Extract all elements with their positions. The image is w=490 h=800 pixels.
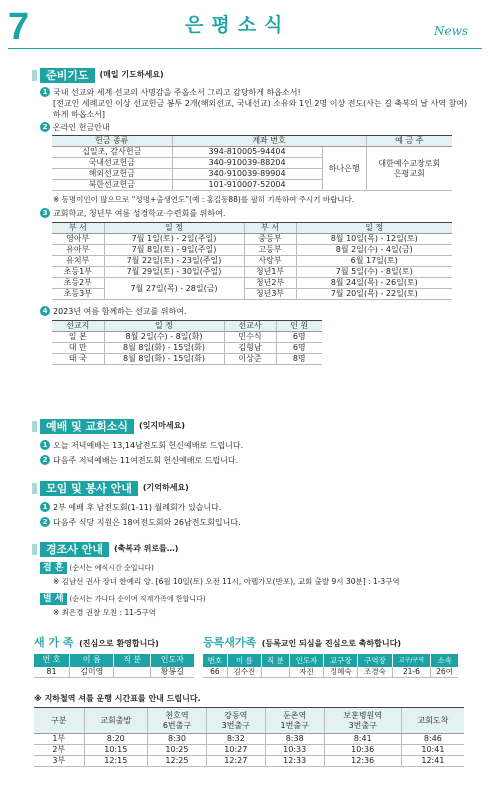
table-header: 부 서: [52, 223, 104, 234]
offering-type: 해외선교헌금: [52, 169, 172, 180]
shuttle-cell: 8:38: [265, 734, 324, 745]
dept-date: 8월 10일(목) - 12일(토): [296, 234, 452, 245]
family-guide: 황봉길: [150, 667, 194, 678]
prayer-section: [40, 68, 470, 365]
shuttle-cell: 10:36: [324, 745, 401, 756]
table-header: 구분: [34, 708, 84, 734]
table-row: [52, 354, 322, 365]
number-badge: 3: [40, 208, 50, 218]
table-header: 인도자: [150, 654, 194, 667]
dept-date: 7월 27일(목) - 28일(금): [104, 278, 244, 300]
number-badge: 2: [40, 455, 50, 465]
shuttle-cell: 10:25: [148, 745, 207, 756]
table-header: 일 정: [104, 321, 224, 332]
table-row: [52, 332, 322, 343]
table-row: [52, 278, 452, 289]
number-badge: 1: [40, 502, 50, 512]
shuttle-cell: 10:15: [84, 745, 148, 756]
mission-date: 8월 8일(화) - 15일(화): [104, 343, 224, 354]
missionary-name: 김형남: [224, 343, 276, 354]
table-row: [52, 256, 452, 267]
table-header: 헌금 종류: [52, 136, 172, 147]
funeral-tag: 별 세: [40, 593, 67, 605]
dept-name: 유치부: [52, 256, 104, 267]
table-header: 직 분: [262, 654, 290, 667]
funeral-note: (순서는 가나다 순이며 직계가족에 한합니다): [69, 594, 206, 603]
new-family-note: (진심으로 환영합니다): [79, 639, 159, 648]
page-header: [0, 0, 490, 50]
table-row: [52, 343, 322, 354]
table-header: 예 금 주: [366, 136, 452, 147]
dept-date: 8월 24일(목) - 26일(토): [296, 278, 452, 289]
registered-position: [262, 667, 290, 678]
table-header: 강동역 3번출구: [206, 708, 265, 734]
table-header: 번호: [203, 654, 227, 667]
table-header: 인 원: [276, 321, 322, 332]
table-header: 선교사: [224, 321, 276, 332]
registered-note: (등록교인 되심을 진심으로 축하합니다): [261, 639, 402, 648]
table-header: 선교지: [52, 321, 104, 332]
prayer-section-subtitle: (매일 기도하세요): [99, 70, 164, 79]
page-title: 은평소식: [185, 14, 291, 36]
table-row: [34, 734, 464, 745]
table-header: 교회출발: [84, 708, 148, 734]
shuttle-cell: 8:20: [84, 734, 148, 745]
dept-name: 초등2부: [52, 278, 104, 289]
table-header: 천호역 6번출구: [148, 708, 207, 734]
dept-name: 청년1부: [244, 267, 296, 278]
number-badge: 2: [40, 517, 50, 527]
gathering-section-subtitle: (기억하세요): [142, 483, 189, 492]
dept-name: 초등3부: [52, 289, 104, 300]
table-header: 부 서: [244, 223, 296, 234]
registered-guide: 자진: [289, 667, 323, 678]
table-header: 일 정: [296, 223, 452, 234]
dept-name: 유아부: [52, 245, 104, 256]
shuttle-cell: 10:27: [206, 745, 265, 756]
dept-name: 사랑부: [244, 256, 296, 267]
table-row: [34, 756, 464, 767]
member-count: 6명: [276, 332, 322, 343]
number-badge: 1: [40, 440, 50, 450]
offering-type: 십일조, 감사헌금: [52, 147, 172, 158]
account-holder: [366, 147, 452, 191]
dept-date: 7월 1일(토) - 2일(주일): [104, 234, 244, 245]
table-header: 인도자: [289, 654, 323, 667]
shuttle-cell: 3부: [34, 756, 84, 767]
wedding-text: ※ 김남선 권사 장녀 한예리 양. [6월 10일(토) 오전 11시, 아펠가모(반포), 교회 출발 9시 30분] : 1-3구역: [53, 577, 400, 586]
prayer-item-text: 교회학교, 청년부 여름 성경학교·수련회를 위하여.: [53, 209, 226, 218]
worship-item-2: [40, 455, 470, 466]
table-header: 교회도착: [401, 708, 464, 734]
table-row: [34, 667, 194, 678]
shuttle-cell: 8:46: [401, 734, 464, 745]
prayer-item-text: 국내 선교와 세계 선교의 사명감을 주옵소서 그리고 감당하게 하옵소서!: [53, 88, 301, 97]
dept-name: 고등부: [244, 245, 296, 256]
gathering-section-title: 모임 및 봉사 안내: [40, 481, 138, 496]
table-row: [203, 667, 458, 678]
account-number: 340-910039-88204: [172, 158, 322, 169]
table-header: 이 름: [227, 654, 261, 667]
prayer-item-2: [40, 122, 470, 133]
shuttle-cell: 8:30: [148, 734, 207, 745]
table-header: 소속: [431, 654, 458, 667]
dept-date: 7월 29일(토) - 30일(주일): [104, 267, 244, 278]
table-row: [52, 245, 452, 256]
new-family-block: [34, 636, 199, 678]
table-header: 직 분: [114, 654, 150, 667]
table-header: 일 정: [104, 223, 244, 234]
family-no: 81: [34, 667, 70, 678]
table-row: [52, 234, 452, 245]
worship-item-text: 다음주 저녁예배는 11여전도회 헌신예배로 드립니다.: [53, 456, 239, 465]
shuttle-cell: 12:41: [401, 756, 464, 767]
shuttle-cell: 10:41: [401, 745, 464, 756]
table-header: 교구장: [324, 654, 358, 667]
shuttle-block: [34, 694, 466, 767]
prayer-item-detail: [전교인 세례교인 이상 선교헌금 봉투 2개(해외선교, 국내선교) 소유와 1인 2명 이상 전도(사는 길 축복의 날 사역 참여)하게 하옵소서]: [53, 99, 468, 119]
mission-date: 8월 2일(수) - 8일(화): [104, 332, 224, 343]
registered-parish: 정혜숙: [324, 667, 358, 678]
news-label: News: [433, 24, 468, 38]
account-number: 340-910039-89904: [172, 169, 322, 180]
table-header: 교구/구역: [392, 654, 431, 667]
table-header: 이 름: [70, 654, 114, 667]
registered-block: [203, 636, 463, 678]
shuttle-cell: 2부: [34, 745, 84, 756]
gathering-item-2: [40, 517, 470, 528]
gathering-section: [40, 481, 470, 528]
dept-date: 7월 20일(목) - 22일(토): [296, 289, 452, 300]
family-name: 김미영: [70, 667, 114, 678]
shuttle-cell: 12:25: [148, 756, 207, 767]
dept-name: 영아부: [52, 234, 104, 245]
member-count: 6명: [276, 343, 322, 354]
mission-place: 태 국: [52, 354, 104, 365]
bank-name: 하나은행: [322, 147, 366, 191]
new-family-title: 새 가 족: [34, 636, 74, 649]
missionary-name: 이상준: [224, 354, 276, 365]
registered-group: 26여: [431, 667, 458, 678]
prayer-item-text: 2023년 여름 함께하는 선교를 위하여.: [53, 307, 187, 316]
family-section: [40, 542, 470, 618]
missionary-name: 민수식: [224, 332, 276, 343]
registered-district: 21-6: [392, 667, 431, 678]
prayer-item-1: [40, 87, 470, 98]
registered-no: 66: [203, 667, 227, 678]
dept-date: 7월 22일(토) - 23일(주일): [104, 256, 244, 267]
funeral-row: [40, 593, 470, 605]
gathering-item-text: 2부 예배 후 남전도회(1-11) 월례회가 있습니다.: [53, 503, 222, 512]
wedding-note: (순서는 예식시간 순입니다): [69, 563, 154, 572]
holder-line: 대한예수교장로회: [378, 158, 441, 168]
new-family-table: [34, 654, 194, 679]
family-position: [114, 667, 150, 678]
dept-date: 7월 5일(수) - 8일(토): [296, 267, 452, 278]
prayer-section-title: 준비기도: [40, 68, 95, 83]
dept-name: 중등부: [244, 234, 296, 245]
worship-item-1: [40, 440, 470, 451]
registered-name: 김수진: [227, 667, 261, 678]
wedding-row: [40, 562, 470, 574]
worship-section-title: 예배 및 교회소식: [40, 419, 134, 434]
prayer-item-3: [40, 208, 470, 219]
account-number: 394-810005-94404: [172, 147, 322, 158]
number-badge: 1: [40, 87, 50, 97]
shuttle-cell: 12:15: [84, 756, 148, 767]
registered-title: 등록새가족: [203, 636, 257, 649]
shuttle-cell: 12:27: [206, 756, 265, 767]
registered-leader: 조경숙: [358, 667, 392, 678]
table-header: 번 호: [34, 654, 70, 667]
prayer-item-4: [40, 306, 470, 317]
offering-note: ※ 동명이인이 많으므로 “성명+출생연도”(예 : 홍길동88)를 필히 기록하여 주시기 바랍니다.: [53, 195, 355, 204]
table-row: [52, 147, 452, 158]
holder-line: 은평교회: [393, 168, 425, 178]
shuttle-cell: 8:41: [324, 734, 401, 745]
wedding-tag: 결 혼: [40, 562, 67, 574]
shuttle-title: ※ 지하철역 셔틀 운행 시간표를 안내 드립니다.: [34, 694, 201, 703]
gathering-item-1: [40, 502, 470, 513]
camp-table: [52, 222, 452, 300]
number-badge: 2: [40, 122, 50, 132]
family-section-subtitle: (축복과 위로를…): [113, 544, 179, 553]
offering-table: [52, 135, 452, 191]
dept-date: 8월 2일(수) - 4일(금): [296, 245, 452, 256]
table-row: [52, 267, 452, 278]
table-header: 계좌 번호: [172, 136, 366, 147]
worship-section-subtitle: (잊지마세요): [139, 421, 185, 430]
funeral-text: ※ 최은경 권찰 모친 : 11-5구역: [53, 608, 156, 617]
page-number: 7: [8, 6, 30, 48]
account-number: 101-910007-52004: [172, 180, 322, 191]
table-header: 둔촌역 1번출구: [265, 708, 324, 734]
header-divider: [8, 48, 482, 49]
dept-name: 초등1부: [52, 267, 104, 278]
registered-table: [203, 654, 458, 679]
dept-date: 7월 8일(토) - 9일(주일): [104, 245, 244, 256]
prayer-item-text: 온라인 헌금안내: [53, 123, 110, 132]
dept-name: 청년2부: [244, 278, 296, 289]
table-row: [34, 745, 464, 756]
shuttle-cell: 1부: [34, 734, 84, 745]
number-badge: 4: [40, 306, 50, 316]
shuttle-table: [34, 707, 464, 767]
mission-place: 일 본: [52, 332, 104, 343]
worship-item-text: 오늘 저녁예배는 13,14남전도회 헌신예배로 드립니다.: [53, 441, 244, 450]
family-section-title: 경조사 안내: [40, 542, 109, 557]
mission-table: [52, 320, 322, 365]
mission-date: 8월 8일(화) - 15일(화): [104, 354, 224, 365]
shuttle-cell: 12:33: [265, 756, 324, 767]
shuttle-cell: 12:36: [324, 756, 401, 767]
offering-type: 북한선교헌금: [52, 180, 172, 191]
table-header: 구역장: [358, 654, 392, 667]
gathering-item-text: 다음주 식당 지원은 18여전도회와 26남전도회입니다.: [53, 518, 241, 527]
member-count: 8명: [276, 354, 322, 365]
mission-place: 대 만: [52, 343, 104, 354]
dept-date: 6월 17일(토): [296, 256, 452, 267]
table-header: 보훈병원역 3번출구: [324, 708, 401, 734]
dept-name: 청년3부: [244, 289, 296, 300]
shuttle-cell: 10:33: [265, 745, 324, 756]
worship-section: [40, 419, 470, 466]
shuttle-cell: 8:32: [206, 734, 265, 745]
offering-type: 국내선교헌금: [52, 158, 172, 169]
